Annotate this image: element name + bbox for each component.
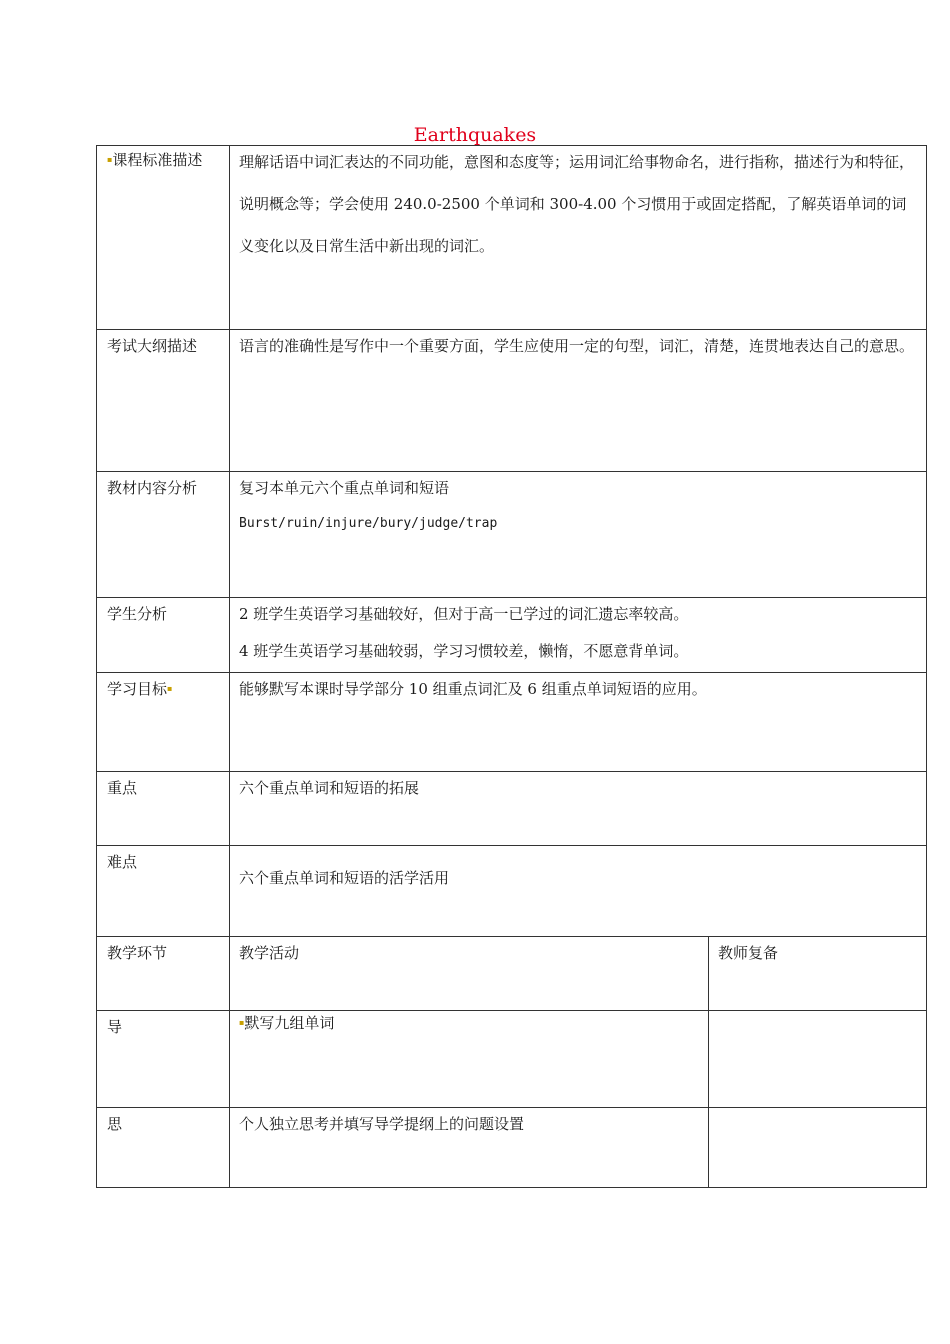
row-label: 重点: [107, 779, 138, 797]
label-cell: [97, 330, 230, 472]
row-content: [230, 472, 926, 534]
content-cell: [230, 937, 709, 1011]
key-text: 六个重点单词和短语的拓展: [239, 779, 420, 797]
note-cell: [709, 937, 927, 1011]
label-cell: [97, 146, 230, 330]
row-content: [230, 673, 926, 699]
row-content: [230, 146, 926, 278]
difficult-text: 六个重点单词和短语的活学活用: [239, 869, 450, 887]
row-content: [230, 1011, 708, 1033]
content-cell: [230, 1108, 709, 1188]
row-header: [97, 937, 927, 1011]
row-label: 考试大纲描述: [107, 337, 198, 355]
note-cell: [709, 1011, 927, 1108]
mark-dot-icon: ▪: [239, 1018, 245, 1027]
label-cell: [97, 937, 230, 1011]
content-cell: [230, 673, 927, 772]
row-label: 学习目标▪: [107, 680, 173, 698]
header-stage: 教学环节: [107, 944, 168, 962]
header-teacher-notes: 教师复备: [718, 944, 779, 962]
material-line-1: 复习本单元六个重点单词和短语: [239, 479, 450, 497]
mark-dot-icon: ▪: [107, 155, 113, 164]
label-cell: [97, 673, 230, 772]
material-line-2: Burst/ruin/injure/bury/judge/trap: [239, 516, 498, 531]
header-activity: 教学活动: [239, 944, 300, 962]
content-cell: [230, 598, 927, 673]
content-cell: [230, 772, 927, 846]
label-cell: [97, 472, 230, 598]
goals-text: 能够默写本课时导学部分 10 组重点词汇及 6 组重点单词短语的应用。: [239, 680, 707, 698]
row-material: [97, 472, 927, 598]
think-text: 个人独立思考并填写导学提纲上的问题设置: [239, 1115, 525, 1133]
mark-dot-icon: ▪: [167, 684, 173, 693]
document-title: Earthquakes: [413, 124, 537, 146]
content-cell: [230, 1011, 709, 1108]
row-label: 难点: [107, 853, 138, 871]
lesson-plan-table: [96, 145, 927, 1188]
row-goals: [97, 673, 927, 772]
guide-note: [709, 1011, 926, 1017]
content-cell: [230, 846, 927, 937]
row-content: [230, 1108, 708, 1134]
curriculum-text: 理解话语中词汇表达的不同功能，意图和态度等；运用词汇给事物命名，进行指称，描述行为和特征，说明概念等；学会使用 240.0-2500 个单词和 300-4.00 个习惯用于或固定搭配，了解英语单词的词义变化以及日常生活中新出现的词汇。: [239, 153, 915, 255]
label-cell: [97, 1011, 230, 1108]
guide-text: 默写九组单词: [244, 1014, 335, 1032]
row-students: [97, 598, 927, 673]
row-content: [230, 598, 926, 661]
note-cell: [709, 1108, 927, 1188]
row-label: 导: [107, 1018, 123, 1036]
label-cell: [97, 846, 230, 937]
think-note: [709, 1108, 926, 1114]
row-curriculum: [97, 146, 927, 330]
row-content: [230, 772, 926, 798]
label-cell: [97, 772, 230, 846]
label-cell: [97, 1108, 230, 1188]
content-cell: [230, 472, 927, 598]
row-label: 学生分析: [107, 605, 168, 623]
content-cell: [230, 146, 927, 330]
label-cell: [97, 598, 230, 673]
row-difficult: [97, 846, 927, 937]
exam-text: 语言的准确性是写作中一个重要方面，学生应使用一定的句型，词汇，清楚，连贯地表达自己的意思。: [239, 337, 915, 355]
students-line-2: 4 班学生英语学习基础较弱，学习习惯较差，懒惰，不愿意背单词。: [239, 642, 689, 660]
content-cell: [230, 330, 927, 472]
row-exam: [97, 330, 927, 472]
students-line-1: 2 班学生英语学习基础较好，但对于高一已学过的词汇遗忘率较高。: [239, 605, 689, 623]
row-label: ▪课程标准描述: [107, 151, 203, 169]
row-content: [230, 330, 926, 378]
row-label: 教材内容分析: [107, 479, 198, 497]
row-guide: [97, 1011, 927, 1108]
row-label: 思: [107, 1115, 123, 1133]
row-key: [97, 772, 927, 846]
row-think: [97, 1108, 927, 1188]
row-content: [230, 846, 926, 888]
